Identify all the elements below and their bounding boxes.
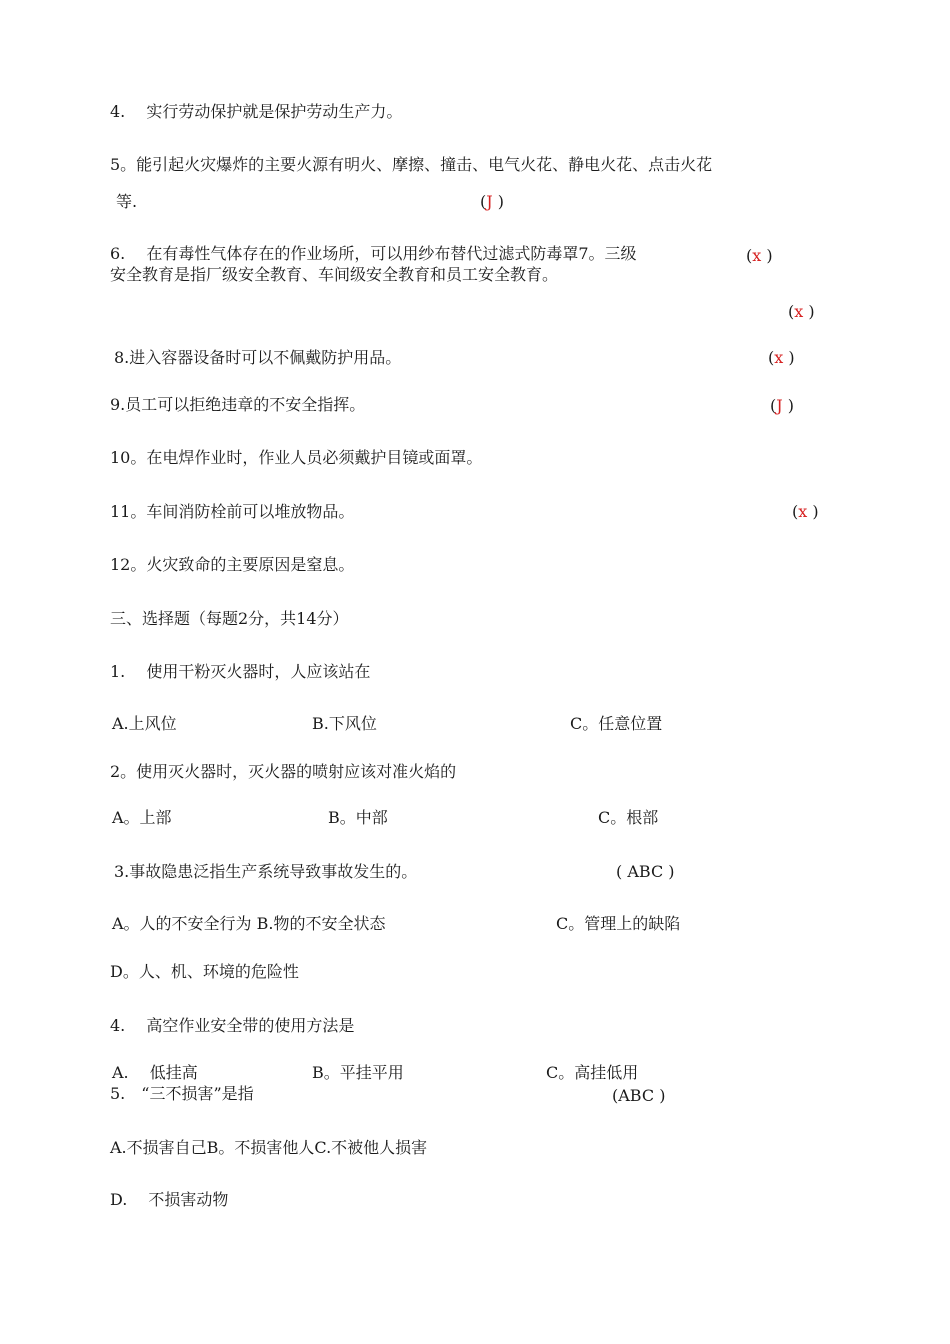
choice-q3: 3.事故隐患泛指生产系统导致事故发生的。 (114, 862, 418, 881)
judge-q7-line: 安全教育是指厂级安全教育、车间级安全教育和员工安全教育。 (110, 265, 559, 284)
judge-q12: 12。火灾致命的主要原因是窒息。 (110, 555, 355, 574)
choice-q1-option-b: B.下风位 (312, 714, 377, 733)
choice-q1-option-c: C。任意位置 (570, 714, 663, 733)
choice-q5: 5. “三不损害”是指 (110, 1084, 254, 1103)
judge-q6-line1: 6. 在有毒性气体存在的作业场所，可以用纱布替代过滤式防毒罩7。三级 (110, 244, 637, 263)
choice-q5-option-d: D. 不损害动物 (110, 1190, 229, 1209)
choice-section-title: 三、选择题（每题2分，共14分） (110, 609, 349, 628)
choice-q4-option-b: B。平挂平用 (312, 1063, 404, 1082)
choice-q5-answer: ABC (618, 1086, 655, 1105)
choice-q1-option-a: A.上风位 (112, 714, 177, 733)
judge-q7-mark: x (794, 302, 804, 321)
choice-q4-option-c: C。高挂低用 (546, 1063, 639, 1082)
choice-q3-answer: ABC (627, 862, 664, 881)
choice-q5-answer-wrap: (ABC ) (612, 1086, 666, 1105)
choice-q2-option-a: A。上部 (112, 808, 172, 827)
judge-q10: 10。在电焊作业时，作业人员必须戴护目镜或面罩。 (110, 448, 483, 467)
judge-q6-answer: (x ) (746, 246, 773, 265)
choice-q4-option-a: A. 低挂高 (112, 1063, 198, 1082)
choice-q2: 2。使用灭火器时，灭火器的喷射应该对准火焰的 (110, 762, 457, 781)
judge-q9-mark: J (776, 396, 783, 415)
choice-q1: 1. 使用干粉灭火器时，人应该站在 (110, 662, 371, 681)
judge-q6-mark: x (752, 246, 762, 265)
judge-q11-answer: (x ) (792, 502, 819, 521)
choice-q4: 4. 高空作业安全带的使用方法是 (110, 1016, 355, 1035)
judge-q5-line1: 5。能引起火灾爆炸的主要火源有明火、摩擦、撞击、电气火花、静电火花、点击火花 (110, 155, 713, 174)
choice-q3-option-c: C。管理上的缺陷 (556, 914, 681, 933)
choice-q3-option-d: D。人、机、环境的危险性 (110, 962, 299, 981)
judge-q5-line2: 等. (116, 192, 138, 211)
judge-q8: 8.进入容器设备时可以不佩戴防护用品。 (114, 348, 402, 367)
choice-q2-option-c: C。根部 (598, 808, 659, 827)
judge-q7-answer: (x ) (788, 302, 815, 321)
judge-q11-mark: x (798, 502, 808, 521)
judge-q8-mark: x (774, 348, 784, 367)
choice-q2-option-b: B。中部 (328, 808, 388, 827)
judge-q11: 11。车间消防栓前可以堆放物品。 (110, 502, 355, 521)
judge-q9: 9.员工可以拒绝违章的不安全指挥。 (110, 395, 366, 414)
judge-q5-answer: (J ) (480, 192, 504, 211)
judge-q8-answer: (x ) (768, 348, 795, 367)
choice-q5-options-abc: A.不损害自己B。不损害他人C.不被他人损害 (110, 1138, 428, 1157)
choice-q3-options-ab: A。人的不安全行为 B.物的不安全状态 (112, 914, 386, 933)
judge-q4: 4. 实行劳动保护就是保护劳动生产力。 (110, 102, 403, 121)
judge-q9-answer: (J ) (770, 396, 794, 415)
judge-q5-mark: J (486, 192, 493, 211)
choice-q3-answer-wrap: ( ABC ) (616, 862, 675, 881)
